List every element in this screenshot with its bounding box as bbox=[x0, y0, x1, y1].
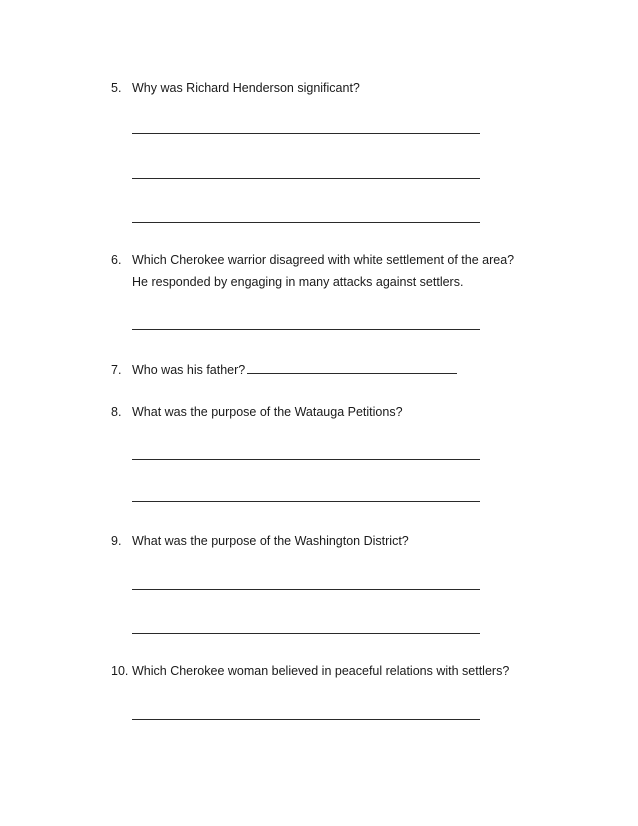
question-6-continuation: He responded by engaging in many attacks against settlers. bbox=[132, 275, 464, 289]
question-text: Why was Richard Henderson significant? bbox=[132, 81, 360, 95]
question-text: Which Cherokee warrior disagreed with white settlement of the area? bbox=[132, 253, 515, 267]
question-number: 6. bbox=[111, 253, 122, 267]
question-text: Who was his father? bbox=[132, 363, 246, 377]
answer-line[interactable] bbox=[132, 501, 480, 502]
question-9 bbox=[111, 533, 409, 549]
question-10 bbox=[111, 663, 509, 679]
answer-line[interactable] bbox=[132, 133, 480, 134]
question-number: 5. bbox=[111, 81, 122, 95]
question-text: What was the purpose of the Watauga Petitions? bbox=[132, 405, 403, 419]
answer-line[interactable] bbox=[132, 589, 480, 590]
answer-line[interactable] bbox=[132, 719, 480, 720]
question-number: 9. bbox=[111, 534, 122, 548]
question-number: 10. bbox=[111, 664, 129, 678]
answer-line[interactable] bbox=[132, 459, 480, 460]
question-text: Which Cherokee woman believed in peaceful relations with settlers? bbox=[132, 664, 510, 678]
question-number: 8. bbox=[111, 405, 122, 419]
question-6 bbox=[111, 252, 514, 268]
question-number: 7. bbox=[111, 363, 122, 377]
answer-line[interactable] bbox=[132, 633, 480, 634]
question-8 bbox=[111, 404, 403, 420]
question-5 bbox=[111, 80, 360, 96]
answer-line[interactable] bbox=[132, 222, 480, 223]
answer-line[interactable] bbox=[132, 329, 480, 330]
question-7 bbox=[111, 362, 457, 378]
inline-answer-line[interactable] bbox=[247, 362, 457, 374]
answer-line[interactable] bbox=[132, 178, 480, 179]
question-text: What was the purpose of the Washington District? bbox=[132, 534, 409, 548]
